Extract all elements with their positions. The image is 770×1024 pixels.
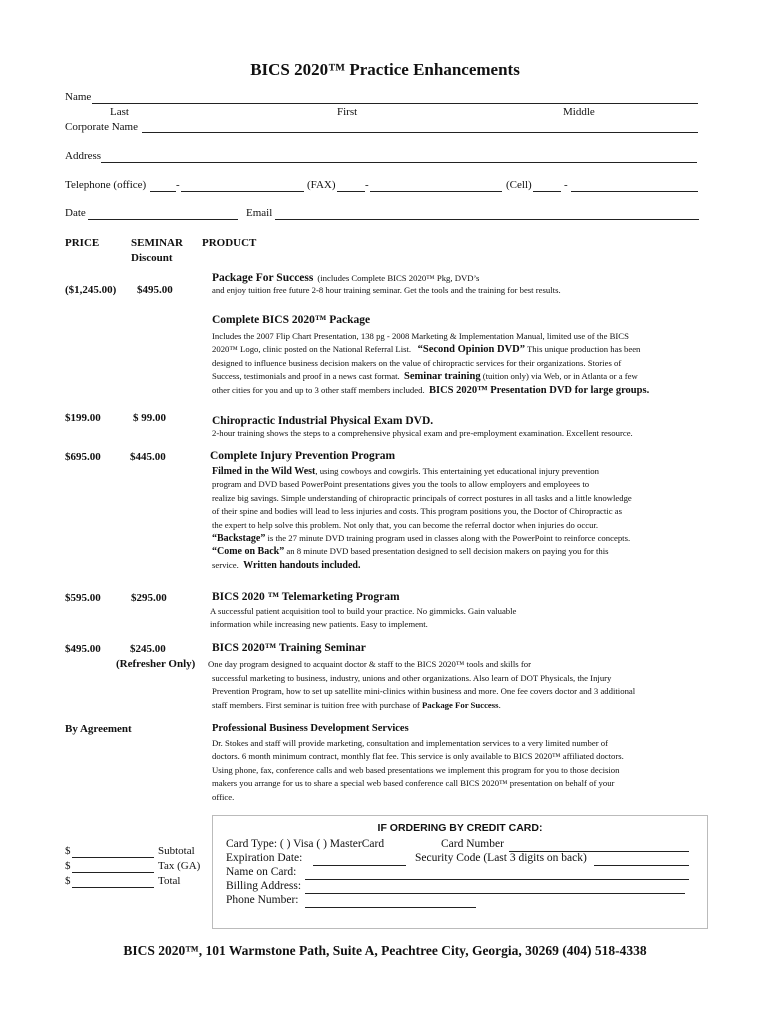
product-header: PRODUCT (202, 237, 257, 249)
product-title: Package For Success (includes Complete BICS 2020™ Pkg, DVD’s (212, 272, 480, 284)
expiration-field[interactable] (313, 865, 406, 866)
product-description: and enjoy tuition free future 2-8 hour training seminar. Get the tools and the training for best results. (212, 285, 561, 295)
email-field[interactable] (275, 219, 699, 220)
tax-field[interactable] (72, 872, 154, 873)
corporate-name-field[interactable] (142, 132, 698, 133)
product-discount: $ 99.00 (133, 412, 166, 424)
product-description: Dr. Stokes and staff will provide marketing, consultation and implementation services to a very limited number of doctors. 6 month minimum contract, monthly flat fee. This service is only available to BICS 2020™ affiliated doctors. Using phone, fax, conference calls and web based presentations we implement this program for you to those decision makers you arrange for us to share a special web based conference call BICS 2020™ presentation on behalf of your office. (212, 738, 624, 802)
name-field[interactable] (92, 103, 698, 104)
product-title: BICS 2020 ™ Telemarketing Program (212, 591, 400, 603)
product-description: successful marketing to business, industry, unions and other organizations. Also learn of DOT Physicals, the Injury Prevention Program, how to set up satellite mini-clinics within business and more. One fee covers doctor and 3 additional staff members. First seminar is tuition free with purchase of Package For Success. (212, 673, 636, 710)
cell-label: (Cell) (506, 179, 532, 191)
product-title: Complete BICS 2020™ Package (212, 314, 371, 326)
tax-currency: $ (65, 860, 71, 872)
page-title: BICS 2020™ Practice Enhancements (250, 60, 520, 79)
product-discount-note: (Refresher Only) (116, 658, 196, 670)
subtotal-field[interactable] (72, 857, 154, 858)
middle-name-caption: Middle (563, 106, 595, 118)
telephone-label: Telephone (office) (65, 179, 147, 191)
phone-number-field[interactable] (305, 907, 476, 908)
credit-card-heading: IF ORDERING BY CREDIT CARD: (377, 822, 543, 834)
billing-address-label: Billing Address: (226, 880, 302, 892)
product-price: $199.00 (65, 412, 101, 424)
product-discount: $495.00 (137, 284, 173, 296)
product-description-intro: One day program designed to acquaint doctor & staff to the BICS 2020™ tools and skills for (208, 659, 531, 669)
fax-label: (FAX) (307, 179, 336, 191)
product-price: ($1,245.00) (65, 284, 117, 296)
last-name-caption: Last (110, 106, 129, 118)
product-title: Complete Injury Prevention Program (210, 450, 396, 462)
telephone-dash: - (176, 179, 180, 191)
product-price: By Agreement (65, 723, 132, 735)
cell-area-field[interactable] (533, 191, 561, 192)
subtotal-currency: $ (65, 845, 71, 857)
product-description: 2-hour training shows the steps to a comprehensive physical exam and pre-employment examination. Excellent resource. (212, 428, 633, 438)
billing-address-field[interactable] (305, 893, 685, 894)
subtotal-label: Subtotal (158, 845, 195, 857)
total-field[interactable] (72, 887, 154, 888)
fax-number-field[interactable] (370, 191, 502, 192)
total-label: Total (158, 875, 181, 887)
address-field[interactable] (101, 162, 697, 163)
product-discount: $295.00 (131, 592, 167, 604)
name-on-card-label: Name on Card: (226, 866, 297, 878)
first-name-caption: First (337, 106, 358, 118)
email-label: Email (246, 207, 273, 219)
product-description: Filmed in the Wild West, using cowboys and cowgirls. This entertaining yet educational injury prevention program and DVD based PowerPoint presentations gives you the tools to allow employers and employees to realize big savings. Simple understanding of chiropractic principals of correct postures in all tasks and a little knowledge of their spine and bodies will lead to less injuries and costs. This program positions you, the Doctor of Chiropractic as the expert to help solve this problem. Not only that, you can become the referral doctor when injuries do occur. “Backstage” is the 27 minute DVD training program used in classes along with the PowerPoint to reinforce concepts. “Come on Back” an 8 minute DVD based presentation designed to sell decision makers on paying you for this service. Written handouts included. (212, 466, 632, 571)
corporate-name-label: Corporate Name (65, 121, 138, 133)
product-price: $695.00 (65, 451, 101, 463)
product-discount: $245.00 (130, 643, 166, 655)
fax-dash: - (365, 179, 369, 191)
address-label: Address (65, 150, 102, 162)
seminar-header: SEMINAR (131, 237, 183, 249)
tax-label: Tax (GA) (158, 860, 201, 872)
fax-area-field[interactable] (337, 191, 365, 192)
product-title: BICS 2020™ Training Seminar (212, 642, 366, 654)
product-title: Professional Business Development Services (212, 723, 409, 734)
date-field[interactable] (88, 219, 238, 220)
security-code-label: Security Code (Last 3 digits on back) (415, 852, 587, 864)
cell-number-field[interactable] (571, 191, 698, 192)
product-description: Includes the 2007 Flip Chart Presentation, 138 pg - 2008 Marketing & Implementation Manual, limited use of the BICS 2020™ Logo, clinic posted on the National Referral List. “Second Opinion DVD” This unique production has been designed to influence business decision makers on the value of chiropractic services for their organizations. Stories of Success, testimonials and proof in a news cast format. Seminar training (tuition only) via Web, or in Atlanta or a few other cities for you and up to 3 other staff members included. BICS 2020™ Presentation DVD for large groups. (212, 331, 650, 396)
name-label: Name (65, 91, 92, 103)
total-currency: $ (65, 875, 71, 887)
security-code-field[interactable] (594, 865, 689, 866)
telephone-area-field[interactable] (150, 191, 176, 192)
name-on-card-field[interactable] (305, 879, 689, 880)
product-description: A successful patient acquisition tool to build your practice. No gimmicks. Gain valuable information while increasing new patients. Easy to implement. (210, 606, 517, 630)
cell-dash: - (564, 179, 568, 191)
card-type-label[interactable]: Card Type: ( ) Visa ( ) MasterCard (226, 838, 385, 850)
card-number-label: Card Number (441, 838, 504, 850)
product-discount: $445.00 (130, 451, 166, 463)
phone-number-label: Phone Number: (226, 894, 299, 906)
telephone-number-field[interactable] (181, 191, 304, 192)
product-price: $495.00 (65, 643, 101, 655)
expiration-label: Expiration Date: (226, 852, 303, 864)
price-header: PRICE (65, 237, 100, 249)
date-label: Date (65, 207, 86, 219)
discount-header: Discount (131, 252, 173, 264)
footer-address: BICS 2020™, 101 Warmstone Path, Suite A, Peachtree City, Georgia, 30269 (404) 518-4338 (123, 943, 647, 958)
product-price: $595.00 (65, 592, 101, 604)
product-title: Chiropractic Industrial Physical Exam DVD. (212, 415, 434, 427)
